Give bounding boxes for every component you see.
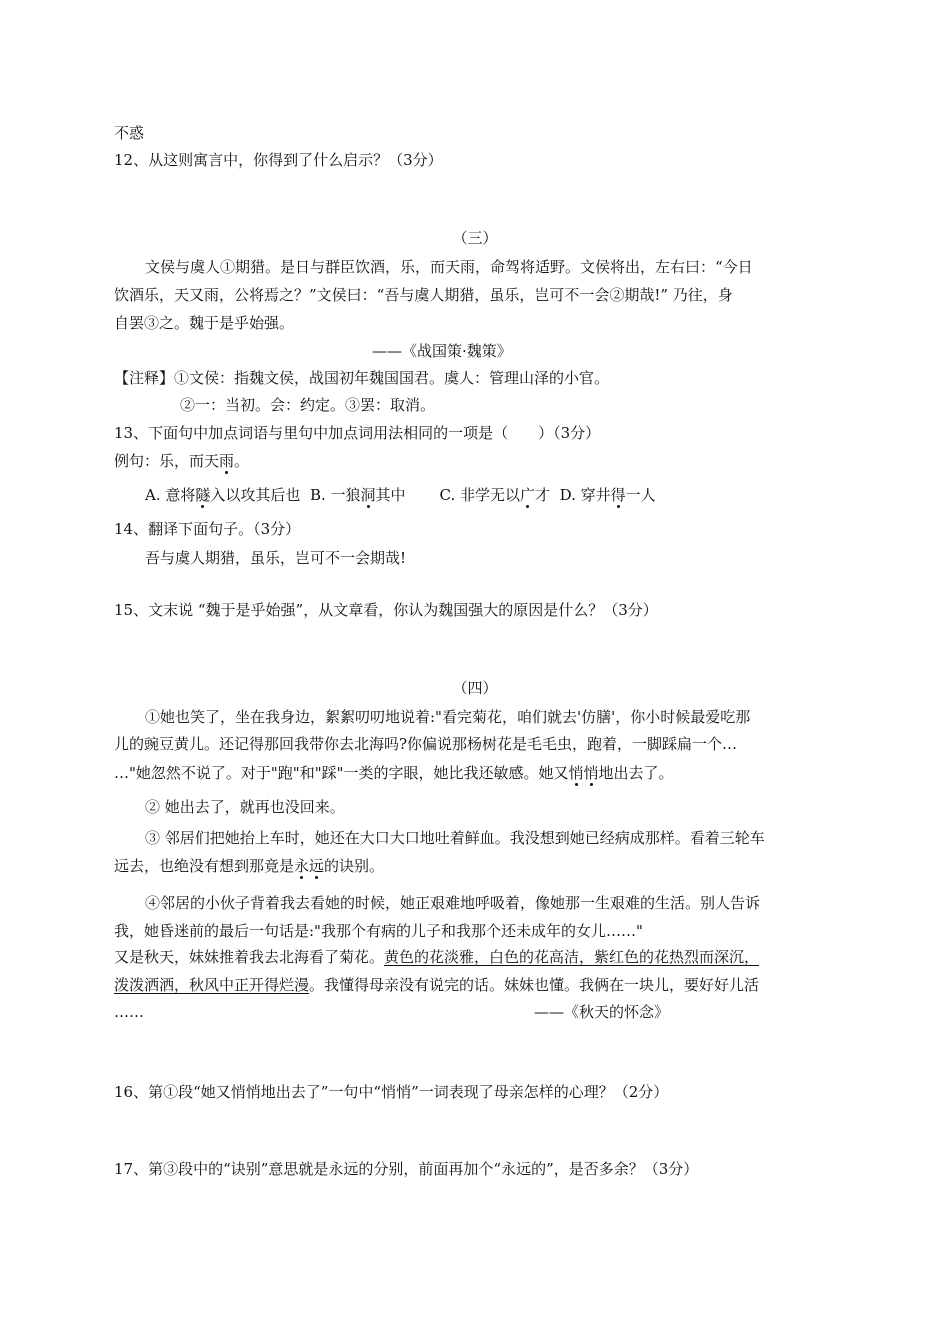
underlined-text: 黄色的花淡雅，白色的花高洁，紫红色的花热烈而深沉，: [384, 948, 760, 966]
text-fragment: 才: [535, 486, 551, 504]
question-13-options: [145, 484, 656, 506]
underlined-text: 泼泼洒洒，秋风中正开得烂漫: [114, 976, 310, 994]
dotted-char: 洞: [360, 486, 376, 504]
text-fragment: 地出去了。: [598, 764, 674, 782]
option-c: [440, 486, 551, 504]
passage-4-line: [114, 762, 674, 784]
text-fragment: 。我懂得母亲没有说完的话。妹妹也懂。我俩在一块儿，要好好儿活: [309, 976, 760, 994]
text-fragment: 。: [234, 452, 250, 470]
dotted-char: 雨: [219, 452, 235, 470]
question-17: 17、第③段中的“诀别”意思就是永远的分别，前面再加个“永远的”，是否多余？（3分）: [114, 1160, 699, 1178]
passage-4-line: ④邻居的小伙子背着我去看她的时候，她正艰难地呼吸着，像她那一生艰难的生活。别人告诉: [145, 894, 761, 912]
question-16: 16、第①段“她又悄悄地出去了”一句中“悄悄”一词表现了母亲怎样的心理？（2分）: [114, 1083, 669, 1101]
passage-4-line: ①她也笑了，坐在我身边，絮絮叨叨地说着:"看完菊花，咱们就去'仿膳'，你小时候最爱吃那: [145, 708, 751, 726]
question-13: 13、下面句中加点词语与里句中加点词用法相同的一项是（ ）（3分）: [114, 424, 601, 442]
dotted-char: 得: [610, 486, 626, 504]
passage-4-line: [114, 855, 384, 877]
passage-3-line: 文侯与虞人①期猎。是日与群臣饮酒，乐，而天雨，命驾将适野。文侯将出，左右曰：“今日: [145, 258, 753, 276]
dotted-char: 广: [520, 486, 536, 504]
option-a: [145, 486, 300, 504]
option-d: [560, 486, 656, 504]
text-fragment: 例句：乐，而天: [114, 452, 220, 470]
text-fragment: D. 穿井: [559, 486, 611, 504]
passage-4-line: ② 她出去了，就再也没回来。: [145, 798, 345, 816]
question-15: 15、文末说 “魏于是乎始强”，从文章看，你认为魏国强大的原因是什么？（3分）: [114, 601, 658, 619]
text-fragment: 一人: [625, 486, 656, 504]
dotted-char: 悄: [583, 764, 599, 782]
question-14-sentence: 吾与虞人期猎，虽乐，岂可不一会期哉!: [145, 549, 407, 567]
passage-3-source: ——《战国策·魏策》: [372, 342, 512, 360]
passage-4-line: ③ 邻居们把她抬上车时，她还在大口大口地吐着鲜血。我没想到她已经病成那样。看着三轮车: [145, 829, 765, 847]
passage-4-line: 我，她昏迷前的最后一句话是:"我那个有病的儿子和我那个还未成年的女儿……": [114, 922, 643, 940]
annotation-line: 【注释】①文侯：指魏文侯，战国初年魏国国君。虞人：管理山泽的小官。: [114, 369, 610, 387]
passage-4-line: ……: [114, 1003, 144, 1021]
text-fragment: 又是秋天，妹妹推着我去北海看了菊花。: [114, 948, 385, 966]
dotted-char: 隧: [195, 486, 211, 504]
text-fragment: 其中: [375, 486, 406, 504]
text-fragment: …"她忽然不说了。对于"跑"和"踩"一类的字眼，她比我还敏感。她又: [114, 764, 569, 782]
text-fragment: C. 非学无以: [439, 486, 521, 504]
question-12: 12、从这则寓言中，你得到了什么启示？（3分）: [114, 151, 443, 169]
dotted-char: 远: [309, 857, 325, 875]
text-fragment: A. 意将: [145, 486, 196, 504]
example-sentence: [114, 450, 249, 472]
passage-3-line: 饮酒乐，天又雨，公将焉之？”文侯曰：“吾与虞人期猎，虽乐，岂可不一会②期哉!” 乃往，身: [114, 286, 733, 304]
text-fragment: 远去，也绝没有想到那竟是: [114, 857, 295, 875]
text-fragment: 的诀别。: [324, 857, 385, 875]
passage-3-line: 自罢③之。魏于是乎始强。: [114, 314, 295, 332]
passage-4-line: [114, 974, 759, 996]
passage-4-line: 儿的豌豆黄儿。还记得那回我带你去北海吗?你偏说那杨树花是毛毛虫，跑着，一脚踩扁一个…: [114, 735, 738, 753]
text-fragment: 入以攻其后也: [210, 486, 301, 504]
dotted-char: 永: [294, 857, 310, 875]
section-3-title: （三）: [452, 229, 498, 247]
text-fragment: B. 一狼: [309, 486, 361, 504]
dotted-char: 悄: [568, 764, 584, 782]
option-b: [310, 486, 406, 504]
question-14: 14、翻译下面句子。（3分）: [114, 520, 301, 538]
text-line: 不惑: [114, 124, 145, 142]
section-4-title: （四）: [452, 679, 498, 697]
passage-4-source: ——《秋天的怀念》: [534, 1003, 670, 1021]
passage-4-line: [114, 946, 759, 968]
annotation-line: ②一：当初。会：约定。③罢：取消。: [180, 396, 436, 414]
